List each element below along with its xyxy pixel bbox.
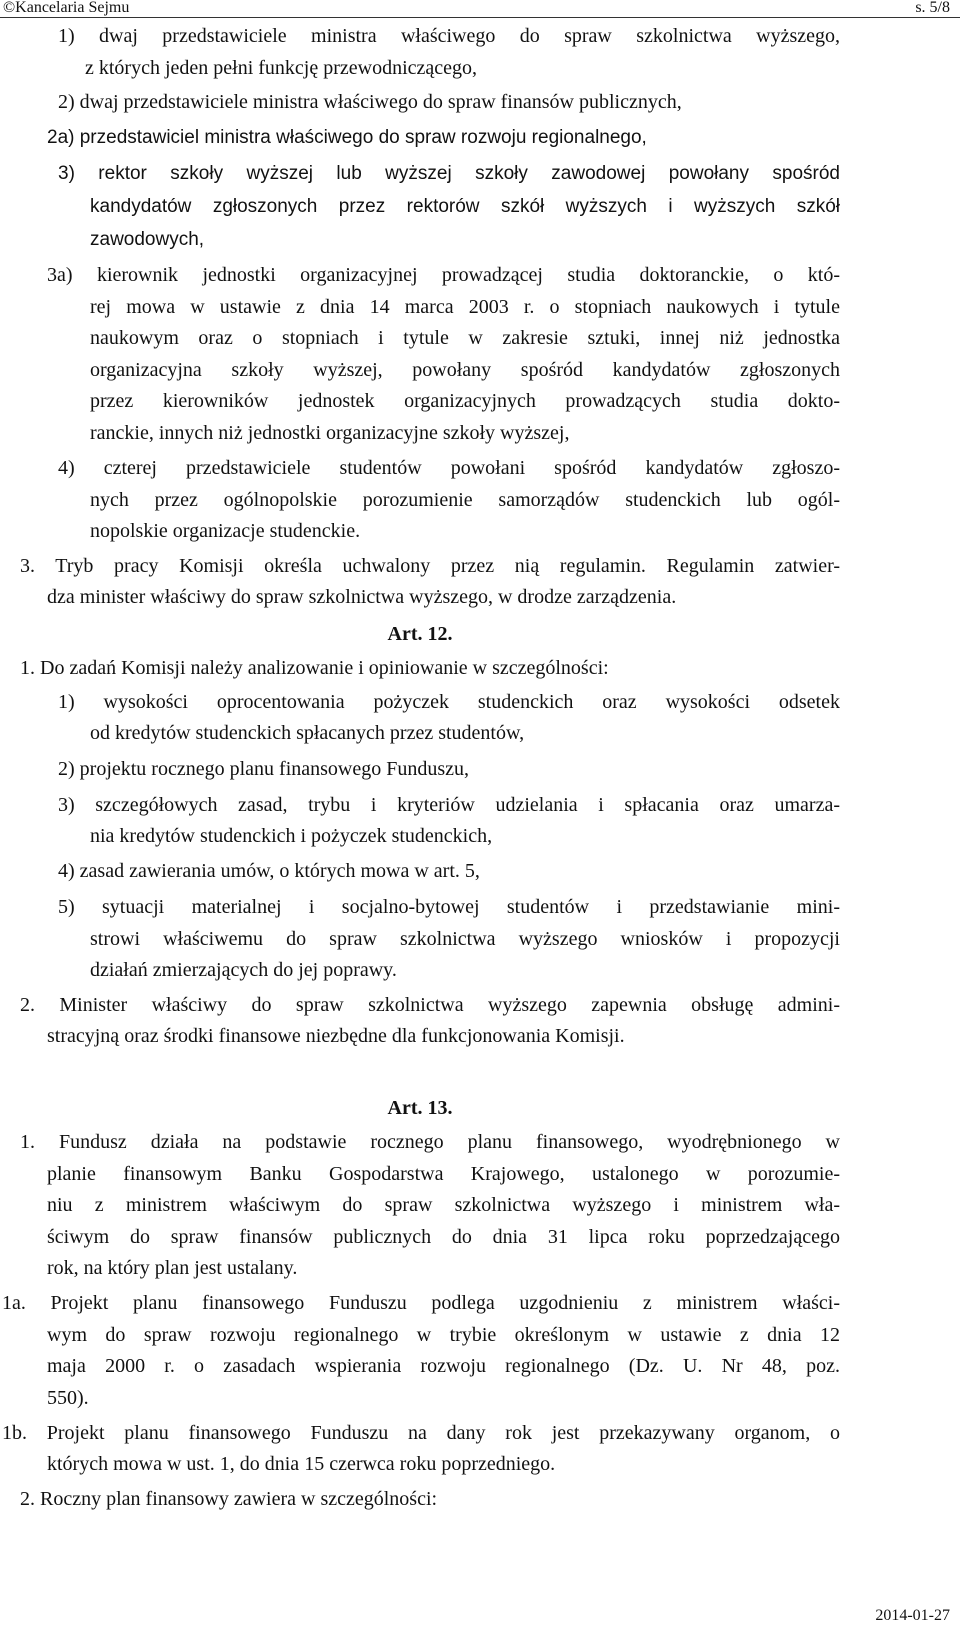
paragraph-continuation: rok, na który plan jest ustalany. xyxy=(47,1257,298,1279)
list-item-continuation: naukowym oraz o stopniach i tytule w zakresie sztuki, innej niż jednostka xyxy=(90,327,840,349)
list-item: 3) szczegółowych zasad, trybu i kryteriów udzielania i spłacania oraz umarza- xyxy=(58,794,840,816)
paragraph: 3. Tryb pracy Komisji określa uchwalony przez nią regulamin. Regulamin zatwier- xyxy=(20,555,840,577)
paragraph-continuation: niu z ministrem właściwym do spraw szkolnictwa wyższego i ministrem wła- xyxy=(47,1194,840,1216)
header-divider xyxy=(0,17,960,18)
list-item: 2) projektu rocznego planu finansowego Funduszu, xyxy=(58,758,470,780)
article-heading: Art. 13. xyxy=(387,1097,453,1119)
list-item: 3) rektor szkoły wyższej lub wyższej szkoły zawodowej powołany spośród xyxy=(58,163,840,184)
list-item: 1) dwaj przedstawiciele ministra właściwego do spraw szkolnictwa wyższego, xyxy=(58,25,840,47)
paragraph: 1. Fundusz działa na podstawie rocznego planu finansowego, wyodrębnionego w xyxy=(20,1131,840,1153)
list-item: 4) czterej przedstawiciele studentów powołani spośród kandydatów zgłoszo- xyxy=(58,457,840,479)
list-item: 2a) przedstawiciel ministra właściwego do spraw rozwoju regionalnego, xyxy=(47,127,647,148)
footer-date: 2014-01-27 xyxy=(875,1607,950,1624)
list-item-continuation: nopolskie organizacje studenckie. xyxy=(90,520,361,542)
paragraph: 2. Minister właściwy do spraw szkolnictwa wyższego zapewnia obsługę admini- xyxy=(20,994,840,1016)
paragraph: 1. Do zadań Komisji należy analizowanie i opiniowanie w szczególności: xyxy=(20,657,609,679)
list-item: 1) wysokości oprocentowania pożyczek studenckich oraz wysokości odsetek xyxy=(58,691,840,713)
list-item-continuation: nych przez ogólnopolskie porozumienie samorządów studenckich lub ogól- xyxy=(90,489,840,511)
list-item: 4) zasad zawierania umów, o których mowa w art. 5, xyxy=(58,860,480,882)
list-item-continuation: organizacyjna szkoły wyższej, powołany spośród kandydatów zgłoszonych xyxy=(90,359,840,381)
list-item-continuation: działań zmierzających do jej poprawy. xyxy=(90,959,397,981)
list-item: 2) dwaj przedstawiciele ministra właściwego do spraw finansów publicznych, xyxy=(58,91,682,113)
list-item-continuation: przez kierowników jednostek organizacyjnych prowadzących studia dokto- xyxy=(90,390,840,412)
paragraph-continuation: wym do spraw rozwoju regionalnego w trybie określonym w ustawie z dnia 12 xyxy=(47,1324,840,1346)
paragraph: 1b. Projekt planu finansowego Funduszu na dany rok jest przekazywany organom, o xyxy=(2,1422,840,1444)
paragraph-continuation: planie finansowym Banku Gospodarstwa Krajowego, ustalonego w porozumie- xyxy=(47,1163,840,1185)
header-page-number: s. 5/8 xyxy=(915,0,950,16)
list-item-continuation: kandydatów zgłoszonych przez rektorów szkół wyższych i wyższych szkół xyxy=(90,196,840,217)
paragraph-continuation: dza minister właściwy do spraw szkolnictwa wyższego, w drodze zarządzenia. xyxy=(47,586,677,608)
article-heading: Art. 12. xyxy=(387,623,453,645)
list-item: 5) sytuacji materialnej i socjalno-bytowej studentów i przedstawianie mini- xyxy=(58,896,840,918)
header-publisher: ©Kancelaria Sejmu xyxy=(3,0,130,16)
paragraph-continuation: 550). xyxy=(47,1387,89,1409)
list-item-continuation: z których jeden pełni funkcję przewodniczącego, xyxy=(85,57,478,79)
paragraph-continuation: maja 2000 r. o zasadach wspierania rozwoju regionalnego (Dz. U. Nr 48, poz. xyxy=(47,1355,840,1377)
list-item-continuation: od kredytów studenckich spłacanych przez studentów, xyxy=(90,722,525,744)
list-item-continuation: rej mowa w ustawie z dnia 14 marca 2003 r. o stopniach naukowych i tytule xyxy=(90,296,840,318)
paragraph: 1a. Projekt planu finansowego Funduszu podlega uzgodnieniu z ministrem właści- xyxy=(2,1292,840,1314)
list-item: 3a) kierownik jednostki organizacyjnej prowadzącej studia doktoranckie, o któ- xyxy=(47,264,840,286)
paragraph-continuation: których mowa w ust. 1, do dnia 15 czerwca roku poprzedniego. xyxy=(47,1453,556,1475)
list-item-continuation: zawodowych, xyxy=(90,229,205,250)
list-item-continuation: ranckie, innych niż jednostki organizacyjne szkoły wyższej, xyxy=(90,422,570,444)
paragraph-continuation: ściwym do spraw finansów publicznych do dnia 31 lipca roku poprzedzającego xyxy=(47,1226,840,1248)
paragraph-continuation: stracyjną oraz środki finansowe niezbędne dla funkcjonowania Komisji. xyxy=(47,1025,625,1047)
list-item-continuation: nia kredytów studenckich i pożyczek studenckich, xyxy=(90,825,493,847)
list-item-continuation: strowi właściwemu do spraw szkolnictwa wyższego wniosków i propozycji xyxy=(90,928,840,950)
paragraph: 2. Roczny plan finansowy zawiera w szczególności: xyxy=(20,1488,438,1510)
